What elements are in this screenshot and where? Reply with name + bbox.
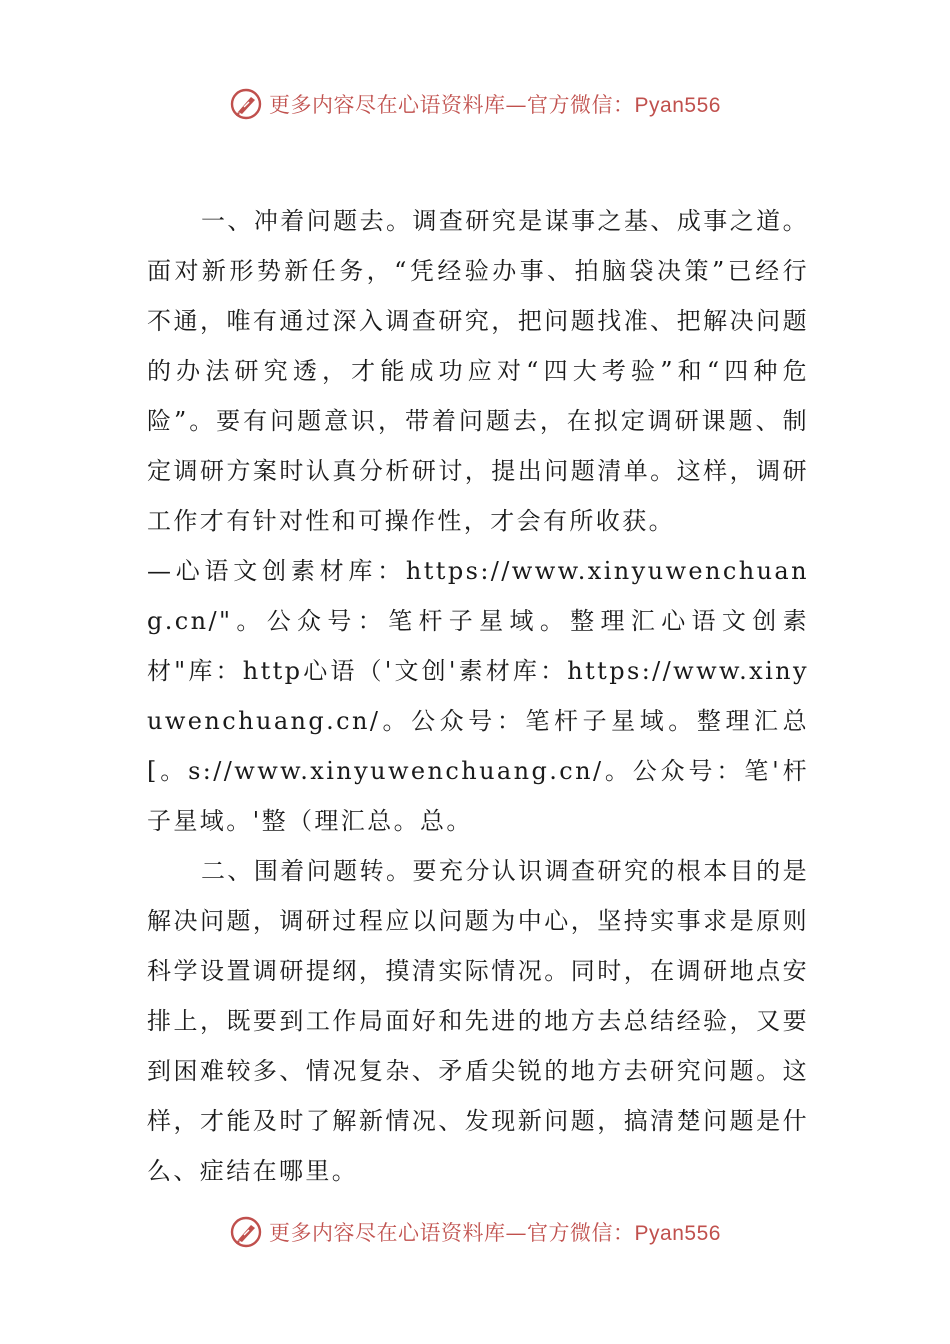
pen-nib-icon [229, 87, 263, 121]
banner-slogan: 更多内容尽在心语资料库—官方微信： [269, 93, 635, 117]
banner-wechat-id: Pyan556 [634, 94, 721, 117]
footer-banner [0, 1212, 950, 1252]
paragraph-watermark: —心语文创素材库：https://www.xinyuwenchuang.cn/"。公众号：笔杆子星域。整理汇心语文创素材"库：http心语（'文创'素材库：https://www.xinyuwenchuang.cn/。公众号：笔杆子星域。整理汇总[。s://www.xinyuwenchuang.cn/。公众号：笔'杆子星域。'整（理汇总。总。 [147, 557, 809, 835]
banner-text [269, 1217, 721, 1247]
paragraph-2: 二、围着问题转。要充分认识调查研究的根本目的是解决问题，调研过程应以问题为中心，坚持实事求是原则科学设置调研提纲，摸清实际情况。同时，在调研地点安排上，既要到工作局面好和先进的地方去总结经验，又要到困难较多、情况复杂、矛盾尖锐的地方去研究问题。这样，才能及时了解新情况、发现新问题，搞清楚问题是什么、症结在哪里。 [147, 857, 809, 1185]
document-body [147, 196, 809, 1196]
pen-nib-icon [229, 1215, 263, 1249]
header-banner [0, 84, 950, 124]
banner-wechat-id: Pyan556 [634, 1222, 721, 1245]
banner-slogan: 更多内容尽在心语资料库—官方微信： [269, 1221, 635, 1245]
paragraph-1: 一、冲着问题去。调查研究是谋事之基、成事之道。面对新形势新任务，“凭经验办事、拍脑袋决策”已经行不通，唯有通过深入调查研究，把问题找准、把解决问题的办法研究透，才能成功应对“四大考验”和“四种危险”。要有问题意识，带着问题去，在拟定调研课题、制定调研方案时认真分析研讨，提出问题清单。这样，调研工作才有针对性和可操作性，才会有所收获。 [147, 207, 809, 535]
banner-text [269, 89, 721, 119]
